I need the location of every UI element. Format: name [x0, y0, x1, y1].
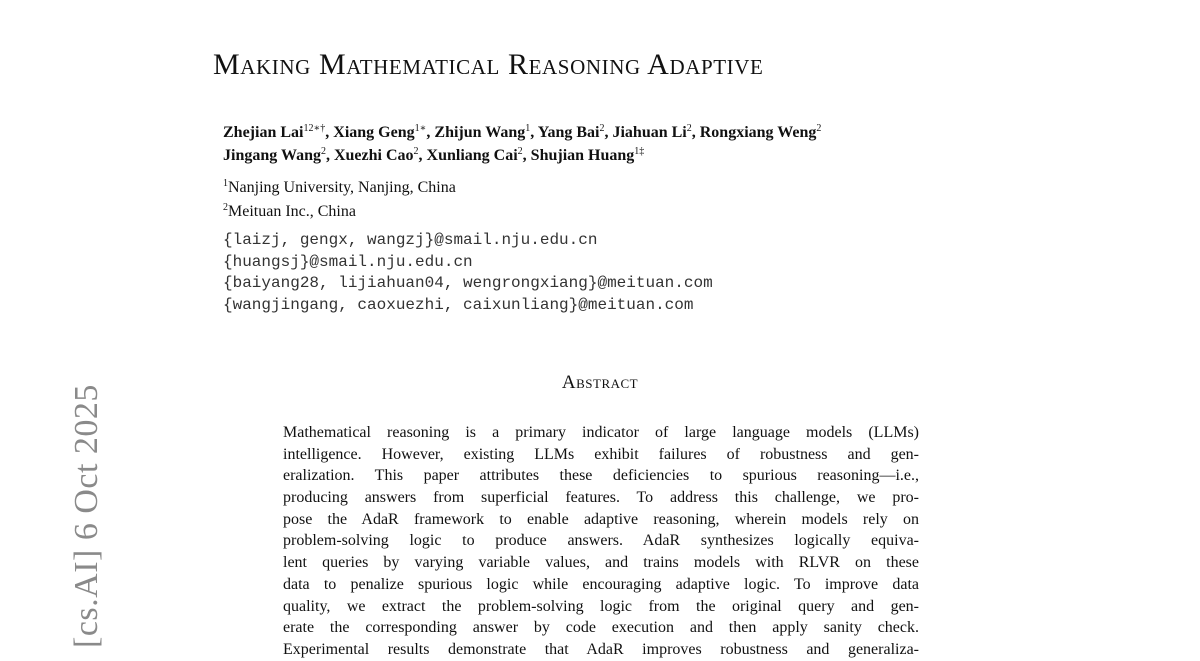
author-name: Rongxiang Weng [699, 124, 817, 141]
author-affil-mark: 2 [517, 146, 523, 157]
author-affil-mark: 2 [686, 123, 692, 134]
abstract-body [283, 422, 919, 661]
author-name: Xiang Geng [333, 124, 415, 141]
author-name: Shujian Huang [530, 147, 635, 164]
author-name: Zhejian Lai [223, 124, 304, 141]
author-affil-mark: 1 [525, 123, 531, 134]
paper-title: Making Mathematical Reasoning Adaptive [213, 48, 764, 81]
email-line: {huangsj}@smail.nju.edu.cn [223, 252, 473, 271]
affiliation-list [223, 176, 456, 224]
author-affil-mark: 2 [816, 123, 822, 134]
author-name: Zhijun Wang [434, 124, 526, 141]
abstract-line: data to penalize spurious logic while encouraging adaptive logic. To improve data [283, 575, 919, 593]
abstract-line: pose the AdaR framework to enable adaptive reasoning, wherein models rely on [283, 510, 919, 528]
abstract-line: eralization. This paper attributes these deficiencies to spurious reasoning—i.e., [283, 467, 919, 485]
email-line: {wangjingang, caoxuezhi, caixunliang}@meituan.com [223, 295, 694, 314]
abstract-line: lent queries by varying variable values, and trains models with RLVR on these [283, 554, 919, 572]
affiliation-item [223, 176, 456, 200]
author-name: Jingang Wang [223, 147, 321, 164]
affiliation-text: Meituan Inc., China [228, 203, 356, 220]
affiliation-mark: 2 [223, 202, 228, 213]
email-line: {baiyang28, lijiahuan04, wengrongxiang}@meituan.com [223, 274, 713, 292]
affiliation-mark: 1 [223, 178, 228, 189]
email-line: {laizj, gengx, wangzj}@smail.nju.edu.cn [223, 231, 598, 249]
abstract-line: problem-solving logic to produce answers. AdaR synthesizes logically equiva- [283, 532, 919, 550]
email-list [223, 230, 713, 316]
abstract-line: Mathematical reasoning is a primary indicator of large language models (LLMs) [283, 424, 919, 441]
author-name: Xunliang Cai [426, 147, 518, 164]
author-name: Jiahuan Li [612, 124, 687, 141]
affiliation-item [223, 200, 456, 224]
author-affil-mark: 12∗† [303, 123, 326, 134]
author-name: Yang Bai [537, 124, 600, 141]
abstract-line: intelligence. However, existing LLMs exhibit failures of robustness and gen- [283, 445, 919, 463]
author-name: Xuezhi Cao [333, 147, 414, 164]
author-list: Zhejian Lai$^{12∗\dagger}$, Xiang Geng$^{1∗}$, Zhijun Wang$^1$, Yang Bai$^2$, Jiahuan Li$^2$, Rongxiang Weng$^2$ Jingang Wang$^2$, Xuezhi Cao$^2$, Xunliang Cai$^2$, Shujian Huang$^{1\ddagger}$ [223, 123, 822, 164]
abstract-heading: Abstract [561, 372, 639, 393]
arxiv-stamp-text: [cs.AI] 6 Oct 2025 [68, 384, 105, 648]
author-affil-mark: 2 [599, 123, 605, 134]
abstract-line: Experimental results demonstrate that AdaR improves robustness and generaliza- [283, 640, 919, 658]
author-affil-mark: 1∗ [414, 123, 427, 134]
author-affil-mark: 2 [413, 146, 419, 157]
abstract-line: erate the corresponding answer by code execution and then apply sanity check. [283, 619, 919, 637]
author-affil-mark: 2 [320, 146, 326, 157]
author-affil-mark: 1‡ [634, 146, 645, 157]
abstract-line: quality, we extract the problem-solving logic from the original query and gen- [283, 597, 919, 615]
affiliation-text: Nanjing University, Nanjing, China [228, 179, 456, 196]
abstract-line: producing answers from superficial features. To address this challenge, we pro- [283, 489, 919, 507]
